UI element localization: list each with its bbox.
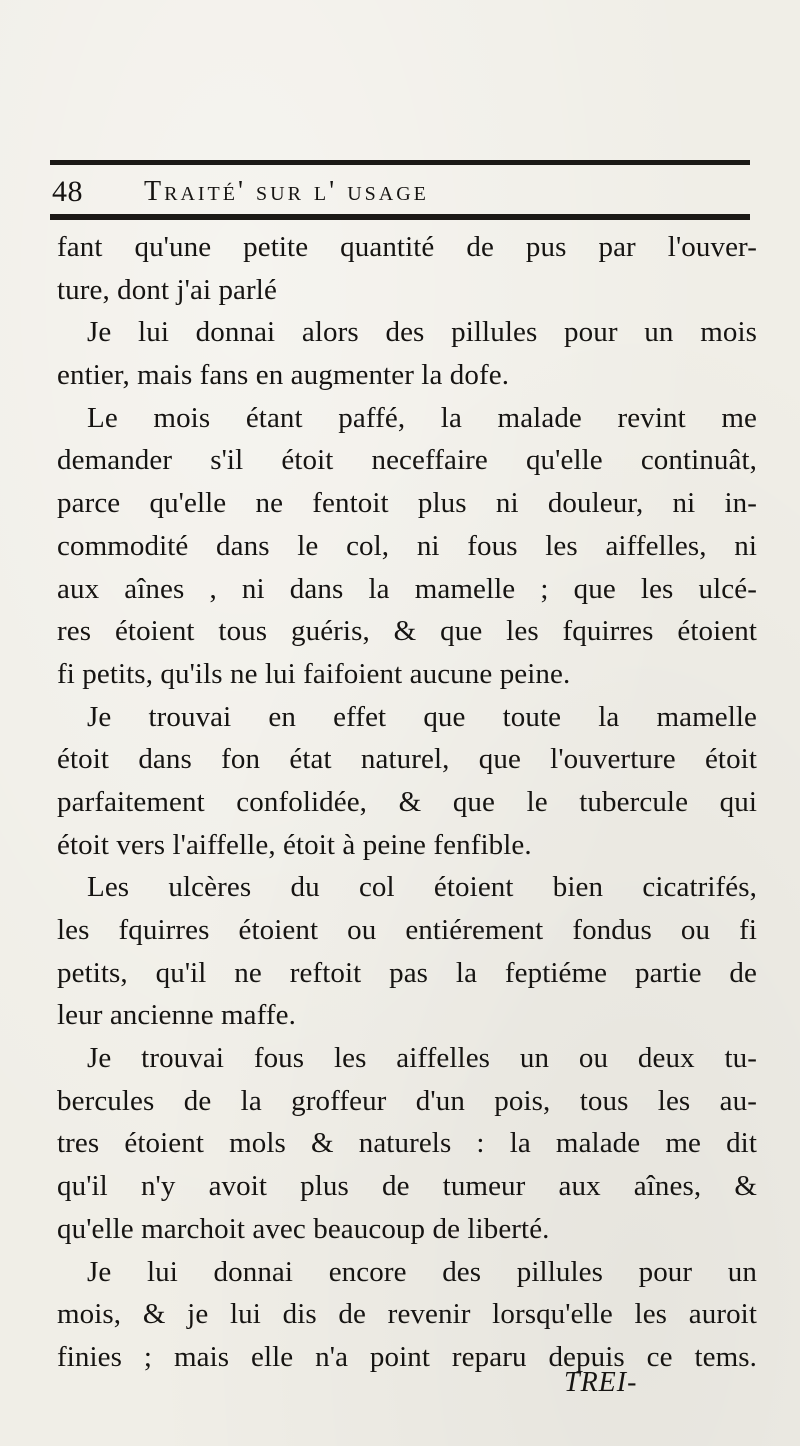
text-line: mois, & je lui dis de revenir lorsqu'elle les auroit	[57, 1298, 757, 1331]
text-line: aux aînes , ni dans la mamelle ; que les ulcé-	[57, 572, 757, 605]
page-header	[52, 172, 752, 212]
catchword: TREI-	[564, 1367, 638, 1398]
text-line: commodité dans le col, ni fous les aiffelles, ni	[57, 529, 757, 562]
text-line: parce qu'elle ne fentoit plus ni douleur, ni in-	[57, 487, 757, 520]
text-line: ture, dont j'ai parlé	[57, 273, 277, 306]
text-line: Les ulcères du col étoient bien cicatrifés,	[87, 871, 757, 904]
text-line: Je trouvai fous les aiffelles un ou deux tu-	[87, 1042, 757, 1075]
text-line: parfaitement confolidée, & que le tubercule qui	[57, 785, 757, 818]
text-line: Je lui donnai alors des pillules pour un mois	[87, 316, 757, 349]
text-line: les fquirres étoient ou entiérement fondus ou fi	[57, 914, 757, 946]
top-rule	[50, 160, 750, 165]
text-line: demander s'il étoit neceffaire qu'elle continuât,	[57, 444, 757, 477]
running-title: Traité' sur l' usage	[144, 176, 429, 207]
text-line: leur ancienne maffe.	[57, 999, 296, 1032]
page-number: 48	[52, 175, 83, 208]
text-line: Je lui donnai encore des pillules pour un	[87, 1255, 757, 1288]
text-line: bercules de la groffeur d'un pois, tous les au-	[57, 1084, 757, 1117]
text-line: petits, qu'il ne reftoit pas la feptiéme partie de	[57, 956, 757, 989]
text-line: Le mois étant paffé, la malade revint me	[87, 401, 757, 434]
text-line: étoit dans fon état naturel, que l'ouverture étoit	[57, 743, 757, 776]
text-line: entier, mais fans en augmenter la dofe.	[57, 359, 510, 392]
text-line: finies ; mais elle n'a point reparu depuis ce tems.	[57, 1340, 757, 1373]
text-line: fant qu'une petite quantité de pus par l'ouver-	[57, 231, 757, 263]
text-line: tres étoient mols & naturels : la malade me dit	[57, 1127, 757, 1160]
text-line: fi petits, qu'ils ne lui faifoient aucune peine.	[57, 657, 571, 690]
header-rule	[50, 214, 750, 220]
text-line: Je trouvai en effet que toute la mamelle	[87, 700, 757, 733]
text-line: res étoient tous guéris, & que les fquirres étoient	[57, 615, 757, 648]
body-text	[57, 226, 757, 1379]
text-line: qu'elle marchoit avec beaucoup de liberté.	[57, 1212, 550, 1245]
text-line: qu'il n'y avoit plus de tumeur aux aînes, &	[57, 1170, 757, 1203]
text-line: étoit vers l'aiffelle, étoit à peine fenfible.	[57, 828, 532, 861]
